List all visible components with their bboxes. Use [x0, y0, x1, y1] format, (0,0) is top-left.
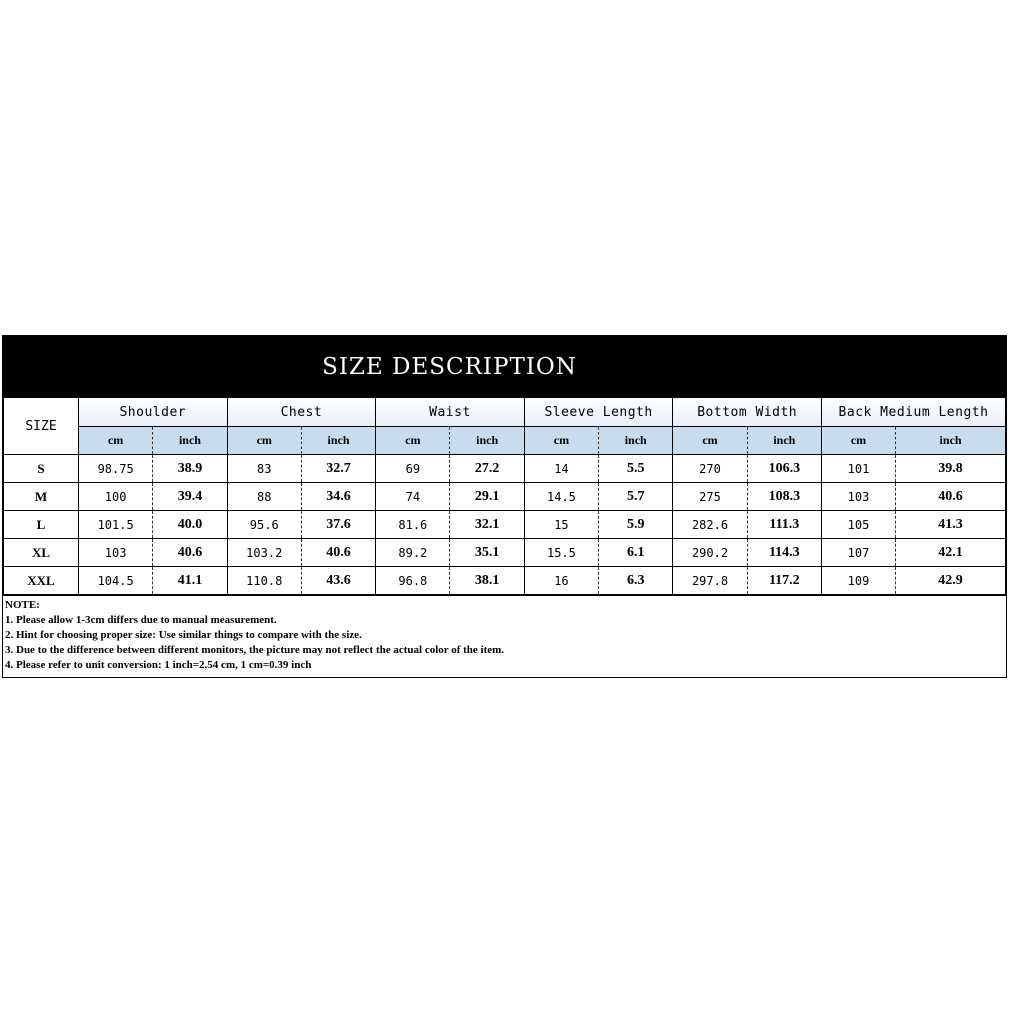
- cm-value: 15: [524, 511, 598, 539]
- cm-value: 96.8: [376, 567, 450, 595]
- cm-value: 297.8: [673, 567, 747, 595]
- cm-value: 103.2: [227, 539, 301, 567]
- cm-value: 81.6: [376, 511, 450, 539]
- size-chart: [2, 335, 1007, 678]
- inch-value: 111.3: [747, 511, 821, 539]
- chart-title: SIZE DESCRIPTION: [3, 336, 1006, 397]
- cm-value: 103: [821, 483, 895, 511]
- note-line: 3. Due to the difference between different monitors, the picture may not reflect the actual color of the item.: [5, 644, 505, 656]
- unit-cm: cm: [673, 427, 747, 455]
- inch-value: 38.9: [153, 455, 227, 483]
- inch-value: 32.1: [450, 511, 524, 539]
- inch-value: 35.1: [450, 539, 524, 567]
- inch-value: 5.9: [599, 511, 673, 539]
- inch-value: 41.3: [895, 511, 1005, 539]
- unit-inch: inch: [599, 427, 673, 455]
- table-row: [4, 567, 1006, 595]
- cm-value: 100: [79, 483, 153, 511]
- inch-value: 43.6: [301, 567, 375, 595]
- inch-value: 108.3: [747, 483, 821, 511]
- unit-inch: inch: [895, 427, 1005, 455]
- unit-cm: cm: [79, 427, 153, 455]
- table-row: [4, 455, 1006, 483]
- group-sleeve-length: Sleeve Length: [524, 398, 673, 427]
- size-column-header: SIZE: [4, 398, 79, 455]
- inch-value: 41.1: [153, 567, 227, 595]
- cm-value: 15.5: [524, 539, 598, 567]
- cm-value: 290.2: [673, 539, 747, 567]
- cm-value: 74: [376, 483, 450, 511]
- size-label: S: [4, 455, 79, 483]
- cm-value: 101: [821, 455, 895, 483]
- inch-value: 6.1: [599, 539, 673, 567]
- size-label: XL: [4, 539, 79, 567]
- inch-value: 6.3: [599, 567, 673, 595]
- inch-value: 117.2: [747, 567, 821, 595]
- inch-value: 5.5: [599, 455, 673, 483]
- inch-value: 27.2: [450, 455, 524, 483]
- cm-value: 282.6: [673, 511, 747, 539]
- inch-value: 40.0: [153, 511, 227, 539]
- cm-value: 109: [821, 567, 895, 595]
- unit-inch: inch: [747, 427, 821, 455]
- note-line: 4. Please refer to unit conversion: 1 inch=2.54 cm, 1 cm=0.39 inch: [5, 659, 312, 671]
- inch-value: 42.1: [895, 539, 1005, 567]
- group-chest: Chest: [227, 398, 376, 427]
- inch-value: 38.1: [450, 567, 524, 595]
- inch-value: 5.7: [599, 483, 673, 511]
- cm-value: 98.75: [79, 455, 153, 483]
- cm-value: 107: [821, 539, 895, 567]
- cm-value: 270: [673, 455, 747, 483]
- inch-value: 114.3: [747, 539, 821, 567]
- group-bottom-width: Bottom Width: [673, 398, 822, 427]
- cm-value: 69: [376, 455, 450, 483]
- unit-cm: cm: [821, 427, 895, 455]
- inch-value: 29.1: [450, 483, 524, 511]
- cm-value: 14.5: [524, 483, 598, 511]
- group-header-row: [4, 398, 1006, 427]
- cm-value: 105: [821, 511, 895, 539]
- unit-inch: inch: [153, 427, 227, 455]
- notes-heading: NOTE:: [5, 599, 40, 611]
- inch-value: 40.6: [895, 483, 1005, 511]
- inch-value: 39.4: [153, 483, 227, 511]
- note-line: 1. Please allow 1-3cm differs due to manual measurement.: [5, 614, 277, 626]
- unit-inch: inch: [450, 427, 524, 455]
- size-label: M: [4, 483, 79, 511]
- cm-value: 104.5: [79, 567, 153, 595]
- cm-value: 16: [524, 567, 598, 595]
- unit-cm: cm: [227, 427, 301, 455]
- inch-value: 37.6: [301, 511, 375, 539]
- group-back-medium-length: Back Medium Length: [821, 398, 1005, 427]
- inch-value: 32.7: [301, 455, 375, 483]
- cm-value: 95.6: [227, 511, 301, 539]
- note-line: 2. Hint for choosing proper size: Use similar things to compare with the size.: [5, 629, 362, 641]
- notes-section: [3, 595, 1006, 677]
- group-shoulder: Shoulder: [79, 398, 228, 427]
- cm-value: 110.8: [227, 567, 301, 595]
- unit-cm: cm: [524, 427, 598, 455]
- size-label: L: [4, 511, 79, 539]
- unit-header-row: [4, 427, 1006, 455]
- inch-value: 40.6: [301, 539, 375, 567]
- size-label: XXL: [4, 567, 79, 595]
- cm-value: 103: [79, 539, 153, 567]
- cm-value: 88: [227, 483, 301, 511]
- group-waist: Waist: [376, 398, 525, 427]
- inch-value: 34.6: [301, 483, 375, 511]
- inch-value: 40.6: [153, 539, 227, 567]
- inch-value: 42.9: [895, 567, 1005, 595]
- table-row: [4, 539, 1006, 567]
- unit-cm: cm: [376, 427, 450, 455]
- table-row: [4, 483, 1006, 511]
- unit-inch: inch: [301, 427, 375, 455]
- cm-value: 275: [673, 483, 747, 511]
- cm-value: 89.2: [376, 539, 450, 567]
- inch-value: 106.3: [747, 455, 821, 483]
- cm-value: 83: [227, 455, 301, 483]
- table-row: [4, 511, 1006, 539]
- inch-value: 39.8: [895, 455, 1005, 483]
- cm-value: 14: [524, 455, 598, 483]
- size-table: [3, 397, 1006, 595]
- cm-value: 101.5: [79, 511, 153, 539]
